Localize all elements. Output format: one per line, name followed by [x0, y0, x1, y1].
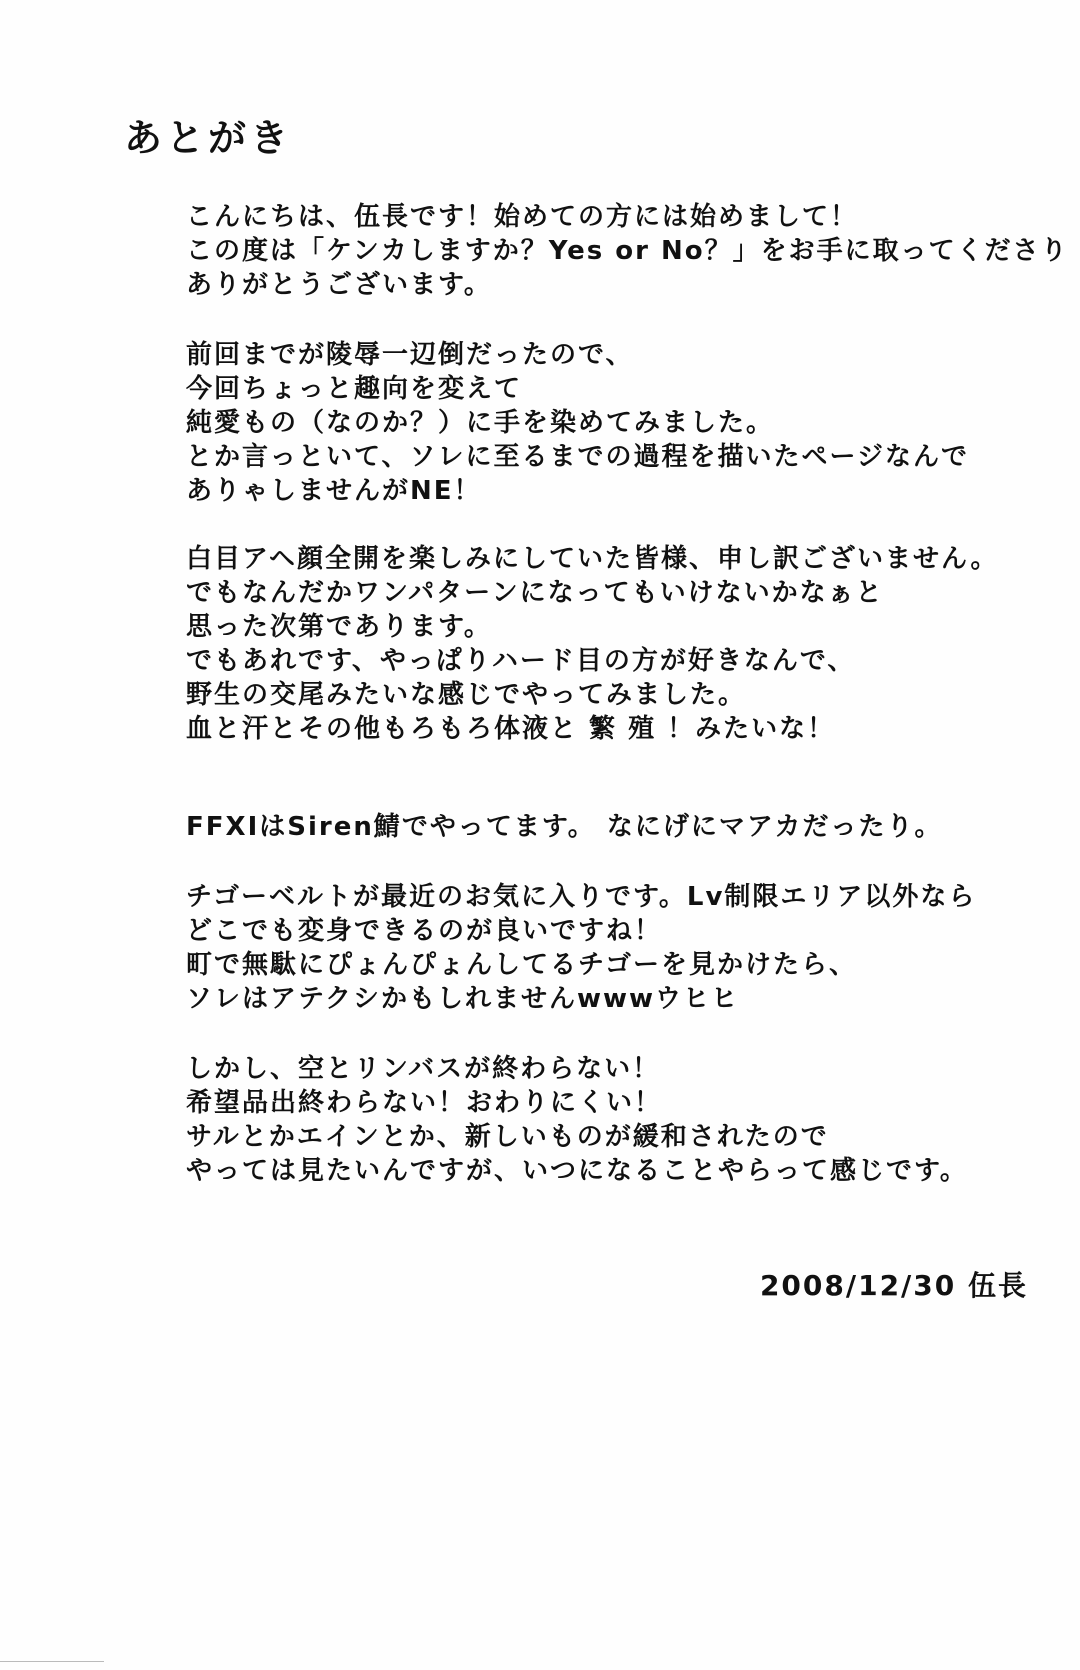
- text-line: 純愛もの（なのか？）に手を染めてみました。: [186, 408, 775, 438]
- text-line: ソレはアテクシかもしれませんwwwウヒヒ: [186, 984, 740, 1014]
- text-line: 血と汗とその他もろもろ体液と 繁 殖 ！みたいな！: [186, 714, 836, 744]
- text-line: やっては見たいんですが、いつになることやらって感じです。: [186, 1156, 968, 1186]
- text-line: 白目アヘ顔全開を楽しみにしていた皆様、申し訳ございません。: [186, 544, 999, 574]
- text-line: サルとかエインとか、新しいものが緩和されたので: [186, 1122, 829, 1152]
- page-title: あとがき: [124, 116, 293, 160]
- text-line: しかし、空とリンバスが終わらない！: [186, 1054, 661, 1084]
- afterword-body: [186, 200, 1069, 1188]
- text-line: ありゃしませんがNE！: [186, 476, 482, 506]
- text-line: 前回までが陵辱一辺倒だったので、: [186, 340, 634, 370]
- text-line: こんにちは、伍長です！始めての方には始めまして！: [186, 202, 859, 232]
- text-line: とか言っといて、ソレに至るまでの過程を描いたページなんで: [186, 442, 969, 472]
- scan-edge-mark: [0, 1661, 104, 1662]
- paragraph-ffxi: [186, 810, 1026, 844]
- text-line: でもなんだかワンパターンになってもいけないかなぁと: [186, 578, 884, 608]
- text-line: この度は「ケンカしますか？Yes or No？」をお手に取ってくださり: [186, 236, 1069, 266]
- date-signature: 2008/12/30 伍長: [759, 1269, 1028, 1302]
- text-line: 野生の交尾みたいな感じでやってみました。: [186, 680, 747, 710]
- paragraph-belt: [186, 880, 1026, 1016]
- text-line: 思った次第であります。: [186, 612, 492, 642]
- text-line: ありがとうございます。: [186, 270, 492, 300]
- text-line: でもあれです、やっぱりハード目の方が好きなんで、: [186, 646, 856, 676]
- text-line: チゴーベルトが最近のお気に入りです。Lv制限エリア以外なら: [186, 882, 977, 912]
- text-line: どこでも変身できるのが良いですね！: [186, 916, 663, 946]
- paragraph-limbus: [186, 1052, 1026, 1188]
- paragraph-apology: [186, 542, 1026, 746]
- text-line: FFXIはSiren鯖でやってます。 なにげにマアカだったり。: [186, 812, 943, 842]
- paragraph-theme: [186, 338, 1026, 508]
- text-line: 今回ちょっと趣向を変えて: [186, 374, 523, 404]
- text-line: 希望品出終わらない！おわりにくい！: [186, 1088, 663, 1118]
- paragraph-greeting: [186, 200, 1069, 302]
- text-line: 町で無駄にぴょんぴょんしてるチゴーを見かけたら、: [186, 950, 857, 980]
